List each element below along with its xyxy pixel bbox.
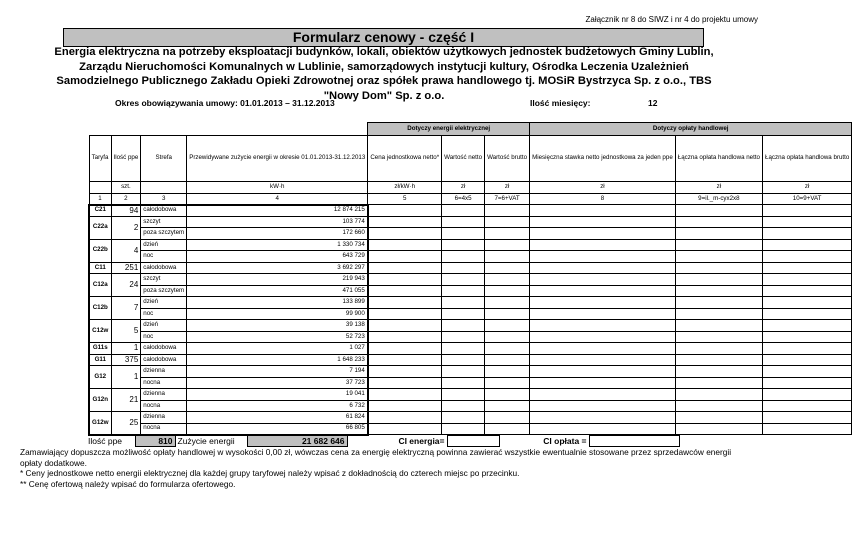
consumption-cell: 1 648 233: [187, 354, 368, 366]
zone-cell: nocna: [141, 377, 187, 389]
price-input-cell[interactable]: [485, 366, 530, 378]
price-input-cell[interactable]: [485, 205, 530, 217]
consumption-cell: 12 874 215: [187, 205, 368, 217]
unit-cell: zł: [763, 182, 852, 194]
zone-cell: całodobowa: [141, 262, 187, 274]
consumption-cell: 1 330 734: [187, 239, 368, 251]
table-row: [89, 366, 852, 378]
price-input-cell[interactable]: [675, 205, 762, 217]
price-input-cell[interactable]: [763, 423, 852, 435]
zone-cell: szczyt: [141, 216, 187, 228]
price-input-cell[interactable]: [442, 205, 485, 217]
summary-energy-label: Zużycie energii: [177, 436, 235, 446]
price-input-cell[interactable]: [530, 251, 676, 263]
column-number-cell: 6=4x5: [442, 194, 485, 205]
price-input-cell[interactable]: [675, 412, 762, 424]
unit-cell: zł: [675, 182, 762, 194]
unit-cell: [89, 182, 111, 194]
unit-cell: [141, 182, 187, 194]
consumption-cell: 39 138: [187, 320, 368, 332]
price-input-cell[interactable]: [763, 389, 852, 401]
price-input-cell[interactable]: [530, 412, 676, 424]
tariff-cell: C12w: [89, 320, 111, 343]
price-input-cell[interactable]: [675, 377, 762, 389]
col-header-wartosc-brutto: Wartość brutto: [485, 136, 530, 182]
ci-energia-label: CI energia=: [398, 436, 445, 446]
consumption-cell: 1 027: [187, 343, 368, 355]
price-input-cell[interactable]: [530, 366, 676, 378]
price-input-cell[interactable]: [485, 297, 530, 309]
price-input-cell[interactable]: [368, 285, 442, 297]
annex-label: Załącznik nr 8 do SIWZ i nr 4 do projektu umowy: [585, 15, 758, 24]
price-input-cell[interactable]: [368, 274, 442, 286]
price-input-cell[interactable]: [368, 308, 442, 320]
col-header-zuzycie: Przewidywane zużycie energii w okresie 01.01.2013-31.12.2013: [187, 136, 368, 182]
tariff-cell: G11s: [89, 343, 111, 355]
table-row: [89, 251, 852, 263]
ppe-count-cell: 94: [111, 205, 141, 217]
notes: [20, 447, 750, 489]
col-header-cena: Cena jednostkowa netto*: [368, 136, 442, 182]
price-input-cell[interactable]: [368, 239, 442, 251]
table-row: [89, 274, 852, 286]
price-input-cell[interactable]: [368, 377, 442, 389]
price-input-cell[interactable]: [530, 239, 676, 251]
price-input-cell[interactable]: [442, 239, 485, 251]
price-input-cell[interactable]: [530, 297, 676, 309]
price-input-cell[interactable]: [763, 205, 852, 217]
price-input-cell[interactable]: [442, 389, 485, 401]
price-input-cell[interactable]: [368, 412, 442, 424]
price-input-cell[interactable]: [368, 297, 442, 309]
tariff-cell: G11: [89, 354, 111, 366]
price-input-cell[interactable]: [485, 216, 530, 228]
consumption-cell: 3 692 297: [187, 262, 368, 274]
price-input-cell[interactable]: [485, 400, 530, 412]
consumption-cell: 643 729: [187, 251, 368, 263]
column-number-cell: 1: [89, 194, 111, 205]
zone-cell: nocna: [141, 423, 187, 435]
price-input-cell[interactable]: [368, 262, 442, 274]
column-number-cell: 5: [368, 194, 442, 205]
consumption-cell: 471 055: [187, 285, 368, 297]
price-input-cell[interactable]: [530, 262, 676, 274]
price-input-cell[interactable]: [442, 377, 485, 389]
zone-cell: dzienna: [141, 412, 187, 424]
price-input-cell[interactable]: [442, 262, 485, 274]
price-input-cell[interactable]: [675, 343, 762, 355]
price-input-cell[interactable]: [675, 354, 762, 366]
tariff-cell: C22a: [89, 216, 111, 239]
zone-cell: poza szczytem: [141, 285, 187, 297]
ppe-count-cell: 2: [111, 216, 141, 239]
table-row: [89, 285, 852, 297]
table-row: [89, 308, 852, 320]
price-input-cell[interactable]: [442, 216, 485, 228]
column-number-cell: 8: [530, 194, 676, 205]
ppe-count-cell: 24: [111, 274, 141, 297]
price-input-cell[interactable]: [675, 251, 762, 263]
price-input-cell[interactable]: [368, 366, 442, 378]
price-input-cell[interactable]: [675, 262, 762, 274]
tariff-cell: C12b: [89, 297, 111, 320]
group-energy-header: Dotyczy energii elektrycznej: [368, 123, 530, 136]
price-input-cell[interactable]: [368, 216, 442, 228]
price-input-cell[interactable]: [675, 423, 762, 435]
price-input-cell[interactable]: [763, 331, 852, 343]
price-input-cell[interactable]: [442, 320, 485, 332]
form-title: Formularz cenowy - część I: [63, 28, 704, 47]
price-input-cell[interactable]: [675, 228, 762, 240]
zone-cell: nocna: [141, 400, 187, 412]
consumption-cell: 66 805: [187, 423, 368, 435]
price-input-cell[interactable]: [530, 308, 676, 320]
ci-energia-field[interactable]: [447, 436, 499, 447]
consumption-cell: 19 041: [187, 389, 368, 401]
price-input-cell[interactable]: [675, 239, 762, 251]
price-input-cell[interactable]: [675, 389, 762, 401]
price-input-cell[interactable]: [763, 285, 852, 297]
column-number-cell: 10=9+VAT: [763, 194, 852, 205]
consumption-cell: 99 900: [187, 308, 368, 320]
zone-cell: całodobowa: [141, 343, 187, 355]
price-input-cell[interactable]: [368, 400, 442, 412]
price-input-cell[interactable]: [530, 423, 676, 435]
price-input-cell[interactable]: [763, 366, 852, 378]
zone-cell: poza szczytem: [141, 228, 187, 240]
price-input-cell[interactable]: [485, 331, 530, 343]
price-input-cell[interactable]: [485, 354, 530, 366]
zone-cell: dzień: [141, 320, 187, 332]
price-input-cell[interactable]: [530, 216, 676, 228]
price-input-cell[interactable]: [675, 400, 762, 412]
price-input-cell[interactable]: [442, 331, 485, 343]
tariff-cell: C22b: [89, 239, 111, 262]
col-header-ppe: Ilość ppe: [111, 136, 141, 182]
price-input-cell[interactable]: [368, 331, 442, 343]
table-row: [89, 389, 852, 401]
price-input-cell[interactable]: [442, 412, 485, 424]
price-input-cell[interactable]: [530, 377, 676, 389]
price-input-cell[interactable]: [368, 389, 442, 401]
price-input-cell[interactable]: [763, 239, 852, 251]
price-input-cell[interactable]: [675, 285, 762, 297]
subtitle-line: Zarządu Nieruchomości Komunalnych w Lublinie, samorządowych instytucji kultury, Ośrodka Leczenia Uzależnień: [79, 60, 689, 73]
col-header-wartosc-netto: Wartość netto: [442, 136, 485, 182]
price-input-cell[interactable]: [485, 412, 530, 424]
price-input-cell[interactable]: [368, 320, 442, 332]
consumption-cell: 103 774: [187, 216, 368, 228]
zone-cell: dzień: [141, 239, 187, 251]
col-header-strefa: Strefa: [141, 136, 187, 182]
price-input-cell[interactable]: [763, 228, 852, 240]
zone-cell: dzienna: [141, 366, 187, 378]
table-row: [89, 297, 852, 309]
unit-cell: kW·h: [187, 182, 368, 194]
table-row: [89, 343, 852, 355]
price-input-cell[interactable]: [675, 320, 762, 332]
subtitle-line: Samodzielnego Publicznego Zakładu Opieki Zdrowotnej oraz spółek prawa handlowego tj. MOSiR Bystrzyca Sp. z o.o., TBS: [56, 75, 712, 87]
price-input-cell[interactable]: [530, 320, 676, 332]
price-input-cell[interactable]: [485, 274, 530, 286]
table-row: [89, 216, 852, 228]
price-input-cell[interactable]: [763, 412, 852, 424]
ci-oplata-field[interactable]: [589, 436, 679, 447]
table-row: [89, 423, 852, 435]
price-input-cell[interactable]: [763, 354, 852, 366]
ppe-count-cell: 21: [111, 389, 141, 412]
price-input-cell[interactable]: [530, 343, 676, 355]
note-line: * Ceny jednostkowe netto energii elektrycznej dla każdej grupy taryfowej należy wpisać z dokładnością do czterech miejsc po przecinku.: [20, 468, 520, 478]
zone-cell: całodobowa: [141, 205, 187, 217]
price-input-cell[interactable]: [675, 216, 762, 228]
table-row: [89, 331, 852, 343]
price-input-cell[interactable]: [485, 377, 530, 389]
zone-cell: szczyt: [141, 274, 187, 286]
table-row: [89, 239, 852, 251]
price-input-cell[interactable]: [485, 262, 530, 274]
tariff-cell: C12a: [89, 274, 111, 297]
table-row: [89, 262, 852, 274]
price-input-cell[interactable]: [530, 228, 676, 240]
consumption-cell: 61 824: [187, 412, 368, 424]
price-input-cell[interactable]: [675, 297, 762, 309]
summary-row: [88, 435, 680, 447]
contract-period: Okres obowiązywania umowy: 01.01.2013 – 31.12.2013: [115, 98, 335, 108]
tariff-cell: G12: [89, 366, 111, 389]
column-number-cell: 9=il._m-cyx2x8: [675, 194, 762, 205]
price-input-cell[interactable]: [763, 251, 852, 263]
price-input-cell[interactable]: [368, 205, 442, 217]
zone-cell: noc: [141, 331, 187, 343]
price-input-cell[interactable]: [763, 343, 852, 355]
price-input-cell[interactable]: [442, 251, 485, 263]
price-input-cell[interactable]: [530, 400, 676, 412]
price-input-cell[interactable]: [442, 366, 485, 378]
price-input-cell[interactable]: [675, 308, 762, 320]
price-input-cell[interactable]: [368, 354, 442, 366]
col-header-taryfa: Taryfa: [89, 136, 111, 182]
price-input-cell[interactable]: [530, 331, 676, 343]
zone-cell: dzień: [141, 297, 187, 309]
consumption-cell: 6 732: [187, 400, 368, 412]
tariff-cell: C21: [89, 205, 111, 217]
price-input-cell[interactable]: [485, 389, 530, 401]
price-input-cell[interactable]: [442, 228, 485, 240]
table-row: [89, 400, 852, 412]
price-input-cell[interactable]: [368, 423, 442, 435]
consumption-cell: 52 723: [187, 331, 368, 343]
unit-cell: zł/kW·h: [368, 182, 442, 194]
column-number-cell: 4: [187, 194, 368, 205]
ppe-count-cell: 25: [111, 412, 141, 435]
price-input-cell[interactable]: [763, 400, 852, 412]
price-input-cell[interactable]: [763, 308, 852, 320]
column-number-cell: 3: [141, 194, 187, 205]
table-row: [89, 377, 852, 389]
ppe-count-cell: 5: [111, 320, 141, 343]
price-input-cell[interactable]: [485, 228, 530, 240]
price-input-cell[interactable]: [368, 228, 442, 240]
price-input-cell[interactable]: [763, 216, 852, 228]
price-input-cell[interactable]: [763, 262, 852, 274]
table-row: [89, 228, 852, 240]
price-input-cell[interactable]: [530, 274, 676, 286]
price-input-cell[interactable]: [442, 423, 485, 435]
col-header-laczna-brutto: Łączna opłata handlowa brutto: [763, 136, 852, 182]
group-fee-header: Dotyczy opłaty handlowej: [530, 123, 852, 136]
table-row: [89, 412, 852, 424]
price-input-cell[interactable]: [442, 400, 485, 412]
price-input-cell[interactable]: [485, 239, 530, 251]
summary-energy-total: 21 682 646: [247, 436, 347, 447]
tariff-cell: G12w: [89, 412, 111, 435]
zone-cell: noc: [141, 251, 187, 263]
table-row: [89, 320, 852, 332]
summary-ppe-total: 810: [135, 436, 175, 447]
price-input-cell[interactable]: [530, 205, 676, 217]
price-input-cell[interactable]: [530, 389, 676, 401]
months-value: 12: [648, 98, 658, 108]
price-input-cell[interactable]: [485, 320, 530, 332]
price-table: [88, 122, 852, 436]
zone-cell: całodobowa: [141, 354, 187, 366]
months-label: Ilość miesięcy:: [530, 98, 591, 108]
price-input-cell[interactable]: [442, 274, 485, 286]
note-line: Zamawiający dopuszcza możliwość opłaty handlowej w wysokości 0,00 zł, wówczas cena za energię elektryczną powinna zawierać wszystkie ewentualnie stosowane przez sprzedawców energii opłaty dodatkowe.: [20, 447, 732, 468]
subtitle: [20, 45, 748, 103]
ppe-count-cell: 1: [111, 343, 141, 355]
price-input-cell[interactable]: [485, 308, 530, 320]
price-input-cell[interactable]: [442, 297, 485, 309]
col-header-laczna-netto: Łączna opłata handlowa netto: [675, 136, 762, 182]
ppe-count-cell: 375: [111, 354, 141, 366]
price-input-cell[interactable]: [442, 285, 485, 297]
price-input-cell[interactable]: [763, 297, 852, 309]
zone-cell: dzienna: [141, 389, 187, 401]
price-input-cell[interactable]: [485, 285, 530, 297]
ci-oplata-label: CI opłata =: [543, 436, 587, 446]
price-input-cell[interactable]: [485, 423, 530, 435]
subtitle-line: Energia elektryczna na potrzeby eksploatacji budynków, lokali, obiektów użytkowych jednostek budżetowych Gminy Lublin,: [54, 46, 714, 58]
price-input-cell[interactable]: [763, 274, 852, 286]
price-input-cell[interactable]: [763, 320, 852, 332]
subtitle-line: "Nowy Dom" Sp. z o.o.: [323, 89, 445, 102]
consumption-cell: 219 943: [187, 274, 368, 286]
unit-cell: zł: [442, 182, 485, 194]
unit-cell: szt.: [111, 182, 141, 194]
price-input-cell[interactable]: [485, 343, 530, 355]
summary-ppe-label: Ilość ppe: [88, 436, 123, 446]
unit-cell: zł: [530, 182, 676, 194]
table-row: [89, 205, 852, 217]
zone-cell: noc: [141, 308, 187, 320]
price-input-cell[interactable]: [485, 251, 530, 263]
price-input-cell[interactable]: [530, 354, 676, 366]
price-input-cell[interactable]: [368, 251, 442, 263]
price-input-cell[interactable]: [442, 308, 485, 320]
price-input-cell[interactable]: [675, 274, 762, 286]
ppe-count-cell: 4: [111, 239, 141, 262]
consumption-cell: 7 194: [187, 366, 368, 378]
price-input-cell[interactable]: [530, 285, 676, 297]
ppe-count-cell: 251: [111, 262, 141, 274]
note-line: ** Cenę ofertową należy wpisać do formularza ofertowego.: [20, 478, 236, 489]
unit-cell: zł: [485, 182, 530, 194]
tariff-cell: G12n: [89, 389, 111, 412]
ppe-count-cell: 1: [111, 366, 141, 389]
price-input-cell[interactable]: [675, 366, 762, 378]
price-input-cell[interactable]: [675, 331, 762, 343]
col-header-miesieczna: Miesięczna stawka netto jednostkowa za jeden ppe: [530, 136, 676, 182]
column-number-cell: 7=6+VAT: [485, 194, 530, 205]
ppe-count-cell: 7: [111, 297, 141, 320]
price-input-cell[interactable]: [763, 377, 852, 389]
table-row: [89, 354, 852, 366]
price-input-cell[interactable]: [368, 343, 442, 355]
price-input-cell[interactable]: [442, 343, 485, 355]
column-number-cell: 2: [111, 194, 141, 205]
tariff-cell: C11: [89, 262, 111, 274]
consumption-cell: 133 899: [187, 297, 368, 309]
price-input-cell[interactable]: [442, 354, 485, 366]
consumption-cell: 172 660: [187, 228, 368, 240]
consumption-cell: 37 723: [187, 377, 368, 389]
